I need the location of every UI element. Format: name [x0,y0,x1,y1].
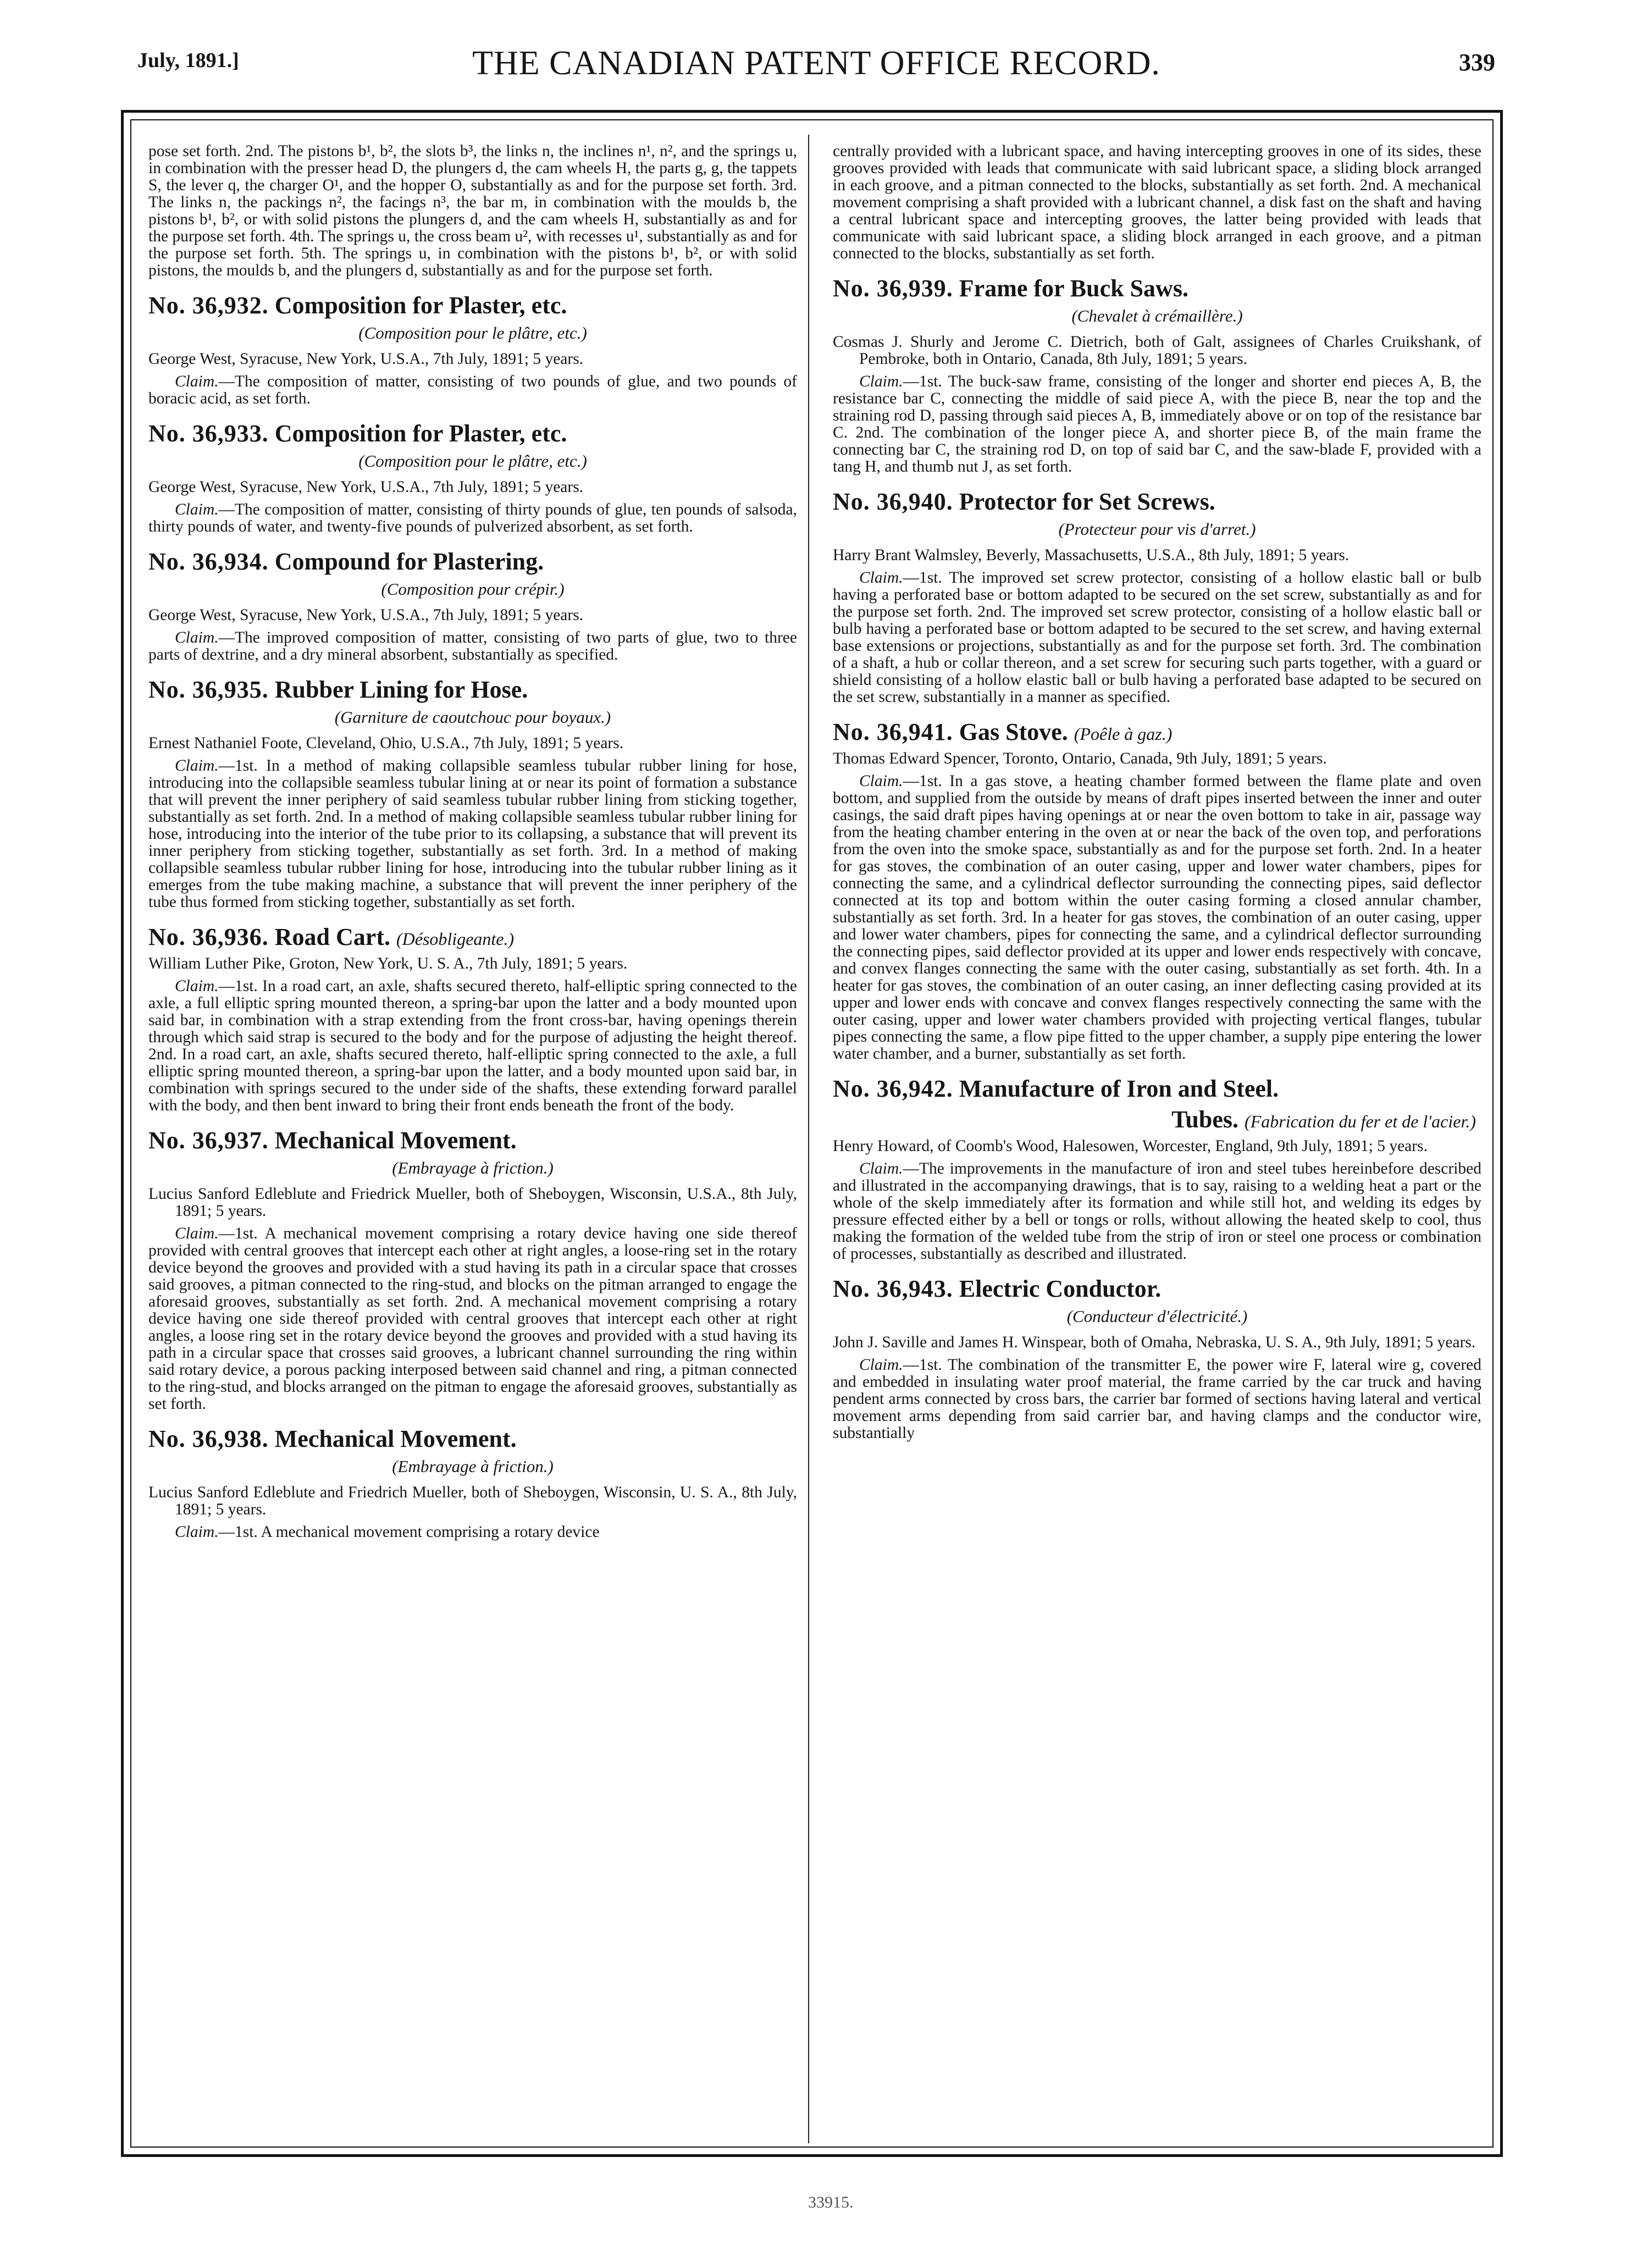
patent-heading [833,488,1481,516]
patent-claim [833,1357,1481,1442]
claim-text: —1st. The improved set screw protector, consisting of a hollow elastic ball or bulb having a perforated base or bottom adapted to be secured on the set screw, substantially as and for the purpose set forth. 2nd. The improved set screw protector, consisting of a hollow elastic ball or bulb having a perforated base or bottom adapted to be secured to the set screw, and having external base extensions or projections, substantially as and for the purpose set forth. 3rd. The combination of a shaft, a hub or collar thereon, and a set screw for securing such parts together, with a guard or shield consisting of a hollow elastic ball or bulb having a perforated base adapted to be secured on the set screw, substantially in a manner as specified. [833,569,1481,706]
patent-number: No. 36,932. [148,292,269,319]
claim-text: —1st. The buck-saw frame, consisting of the longer and shorter end pieces A, B, the resistance bar C, connecting the middle of said piece A, with the piece B, near the top and the straining rod D, passing through said pieces A, B, immediately above or on top of the resistance bar C. 2nd. The combination of the longer piece A, and shorter piece B, of the main frame the connecting bar C, the straining rod D, on top of said bar C, and the saw-blade F, provided with a tang H, and thumb nut J, as set forth. [833,373,1481,475]
patent-entry-36943 [833,1275,1481,1442]
continued-claim-text: pose set forth. 2nd. The pistons b¹, b², the slots b³, the links n, the inclines n¹, n², and the springs u, in combination with the presser head D, the plungers d, the cam wheels H, the parts g, g, the tappets S, the lever q, the charger O¹, and the hopper O, substantially as and for the purpose set forth. 3rd. The links n, the packings n², the facings n³, the bar m, in combination with the moulds b, the pistons b¹, b², or with solid pistons the plungers d, and the cam wheels H, substantially as and for the purpose set forth. 4th. The springs u, the cross beam u², with recesses u¹, substantially as and for the purpose set forth. 5th. The springs u, in combination with the pistons b¹, b², or with solid pistons, the moulds b, and the plungers d, substantially as and for the purpose set forth. [148,142,797,279]
patent-title: Road Cart. [274,923,390,950]
patent-heading [833,718,1481,748]
patent-inventor: Harry Brant Walmsley, Beverly, Massachusetts, U.S.A., 8th July, 1891; 5 years. [833,546,1350,564]
patent-entry-36937 [148,1126,797,1413]
patent-title-line2: Tubes. [1171,1106,1239,1133]
patent-heading [833,274,1481,303]
page-frame [121,110,1503,2157]
patent-inventor: George West, Syracuse, New York, U.S.A., 7th July, 1891; 5 years. [148,606,584,624]
claim-label: Claim. [859,1356,903,1374]
claim-text: —The improved composition of matter, consisting of two parts of glue, two to three parts of dextrine, and a dry mineral absorbent, substantially as specified. [148,629,797,663]
patent-heading-continued [833,1105,1481,1136]
patent-number: No. 36,941. [833,718,953,745]
patent-number: No. 36,940. [833,488,953,515]
patent-inventor: Henry Howard, of Coomb's Wood, Halesowen, Worcester, England, 9th July, 1891; 5 years. [833,1137,1428,1155]
claim-text: —1st. In a method of making collapsible seamless tubular rubber lining for hose, introducing into the collapsible seamless tubular lining at or near its point of formation a substance that will prevent the inner periphery of said seamless tubular rubber lining from sticking together, substantially as set forth. 2nd. In a method of making collapsible seamless tubular rubber lining for hose, introducing into the interior of the tube prior to its collapsing, a substance that will prevent its inner periphery from sticking together, substantially as set forth. 3rd. In a method of making collapsible seamless tubular rubber lining for hose, introducing into the tubular rubber lining as it emerges from the tube making machine, a substance that will prevent the inner periphery of the tube thus formed from sticking together, substantially as set forth. [148,757,797,911]
patent-entry-36939 [833,274,1481,475]
issue-date: July, 1891.] [137,49,239,72]
patent-french-title: (Protecteur pour vis d'arret.) [1058,519,1256,539]
claim-label: Claim. [859,772,903,790]
patent-title: Rubber Lining for Hose. [274,676,528,703]
patent-entry-36935 [148,676,797,911]
patent-heading [148,419,797,448]
continued-claim-text: centrally provided with a lubricant space, and having intercepting grooves in one of its sides, these grooves provided with leads that communicate with said lubricant space, a sliding block arranged in each groove, and a pitman connected to the blocks, substantially as set forth. 2nd. A mechanical movement comprising a shaft provided with a lubricant channel, a disk fast on the shaft and having a central lubricant space and intercepting grooves, the latter being provided with leads that communicate with said lubricant space, a sliding block arranged in each groove, and a pitman connected to the blocks, substantially as set forth. [833,142,1481,262]
patent-french-title: (Garniture de caoutchouc pour boyaux.) [334,707,611,727]
claim-text: —1st. In a gas stove, a heating chamber formed between the flame plate and oven bottom, and supplied from the outside by means of draft pipes inserted between the inner and outer casings, the said draft pipes having openings at or near the oven bottom to take in air, passage way from the heating chamber entering in the oven at or near the back of the oven top, and perforations from the oven into the smoke space, substantially as and for the purpose set forth. 2nd. In a heater for gas stoves, the combination of an outer casing, upper and lower water chambers, pipes for connecting the same, and a cylindrical deflector surrounding the connecting pipes, said deflector connected at its top and bottom within the outer casing forming a closed annular chamber, substantially as set forth. 3rd. In a heater for gas stoves, the combination of an outer casing, upper and lower water chambers, pipes for connecting the same, and a cylindrical deflector surrounding the connecting pipes, said deflector provided at its upper and lower ends respectively with concave, and convex flanges connecting the same with the outer casing, substantially as set forth. 4th. In a heater for gas stoves, the combination of an outer casing, an inner deflecting casing provided at its upper and lower ends with concave and convex flanges respectively connecting the same with the outer casing, upper and lower water chambers provided with projecting vertical flanges, tubular pipes connecting the same, a flow pipe fitted to the upper chamber, a supply pipe entering the lower water chamber, and a burner, substantially as set forth. [833,772,1481,1063]
patent-title: Protector for Set Screws. [959,488,1215,515]
patent-claim [148,373,797,407]
patent-number: No. 36,935. [148,676,269,703]
patent-number: No. 36,942. [833,1075,953,1102]
patent-french-title: (Composition pour le plâtre, etc.) [358,451,587,471]
patent-entry-36940 [833,488,1481,706]
patent-title: Electric Conductor. [959,1275,1162,1302]
patent-french-title: (Chevalet à crémaillère.) [1071,306,1243,325]
patent-heading [148,547,797,576]
patent-claim [148,629,797,663]
patent-entry-36936 [148,923,797,1114]
claim-text: —The composition of matter, consisting of thirty pounds of glue, ten pounds of salsoda, thirty pounds of water, and twenty-five pounds of pulverized absorbent, as set forth. [148,501,797,535]
patent-entry-36933 [148,419,797,535]
patent-title: Mechanical Movement. [274,1127,517,1154]
patent-claim [833,1160,1481,1263]
patent-inventor: Thomas Edward Spencer, Toronto, Ontario, Canada, 9th July, 1891; 5 years. [833,750,1327,767]
patent-title: Mechanical Movement. [274,1425,517,1452]
patent-claim [148,978,797,1114]
claim-label: Claim. [175,373,219,390]
claim-label: Claim. [175,757,219,775]
patent-number: No. 36,934. [148,548,269,575]
right-column [833,143,1481,1447]
patent-title: Frame for Buck Saws. [959,275,1188,302]
patent-title: Gas Stove. [959,718,1068,745]
patent-inventor: Lucius Sanford Edleblute and Friedrich Mueller, both of Sheboygen, Wisconsin, U. S. A., 8th July, 1891; 5 years. [148,1484,797,1518]
patent-inventor: Cosmas J. Shurly and Jerome C. Dietrich, both of Galt, assignees of Charles Cruikshank, of Pembroke, both in Ontario, Canada, 8th July, 1891; 5 years. [833,333,1481,368]
patent-heading [148,1126,797,1155]
patent-french-title: (Poêle à gaz.) [1074,724,1173,744]
patent-inventor: Lucius Sanford Edleblute and Friedrick Mueller, both of Sheboygen, Wisconsin, U.S.A., 8th July, 1891; 5 years. [148,1185,797,1220]
patent-claim [148,501,797,535]
claim-text: —1st. In a road cart, an axle, shafts secured thereto, half-elliptic spring connected to the axle, a full elliptic spring mounted thereon, a spring-bar upon the latter and a body mounted upon said bar, in combination with a strap extending from the front cross-bar, having openings therein through which said strap is secured to the body and for the purpose of adjusting the height thereof. 2nd. In a road cart, an axle, shafts secured thereto, half-elliptic spring connected to the axle, a full elliptic spring mounted thereon, a spring-bar upon the latter, and a body mounted upon said bar, in combination with springs secured to the under side of the shafts, these extending forward parallel with the body, and then bent inward to bring their front ends beneath the front of the body. [148,977,797,1114]
claim-label: Claim. [175,501,219,518]
patent-entry-36941 [833,718,1481,1063]
claim-label: Claim. [175,629,219,646]
patent-claim [833,773,1481,1063]
patent-french-title: (Embrayage à friction.) [392,1457,554,1476]
patent-number: No. 36,943. [833,1275,953,1302]
patent-inventor: George West, Syracuse, New York, U.S.A., 7th July, 1891; 5 years. [148,478,584,496]
column-divider [808,135,809,2143]
patent-inventor: William Luther Pike, Groton, New York, U. S. A., 7th July, 1891; 5 years. [148,955,628,972]
patent-heading [148,676,797,704]
claim-label: Claim. [859,1160,903,1177]
patent-entry-36934 [148,547,797,663]
patent-claim [148,1225,797,1413]
patent-heading [148,1425,797,1453]
patent-french-title: (Composition pour crépir.) [381,579,565,599]
patent-french-title: (Composition pour le plâtre, etc.) [358,323,587,342]
claim-label: Claim. [175,1523,219,1541]
patent-inventor: John J. Saville and James H. Winspear, both of Omaha, Nebraska, U. S. A., 9th July, 1891; 5 years. [833,1334,1476,1351]
patent-inventor: George West, Syracuse, New York, U.S.A., 7th July, 1891; 5 years. [148,350,584,368]
patent-heading [833,1075,1481,1103]
page-number: 339 [1459,49,1495,76]
patent-heading [148,291,797,320]
patent-number: No. 36,938. [148,1425,269,1452]
publication-title: THE CANADIAN PATENT OFFICE RECORD. [472,45,1160,82]
claim-text: —1st. A mechanical movement comprising a rotary device [218,1523,600,1541]
claim-text: —1st. The combination of the transmitter E, the power wire F, lateral wire g, covered and embedded in insulating water proof material, the frame carried by the car truck and having pendent arms connected by cross bars, the carrier bar formed of sections having lateral and vertical movement arms depending from said carrier bar, and having clamps and the conductor wire, substantially [833,1356,1481,1442]
footer-mark: 33915. [808,2193,854,2211]
patent-number: No. 36,933. [148,420,269,447]
patent-title: Composition for Plaster, etc. [274,292,567,319]
patent-heading [148,923,797,953]
patent-heading [833,1275,1481,1303]
patent-number: No. 36,939. [833,275,953,302]
patent-inventor: Ernest Nathaniel Foote, Cleveland, Ohio, U.S.A., 7th July, 1891; 5 years. [148,734,624,752]
patent-french-title: (Embrayage à friction.) [392,1158,554,1177]
page-header [137,44,1495,93]
claim-label: Claim. [175,1225,219,1242]
claim-text: —The improvements in the manufacture of iron and steel tubes hereinbefore described and illustrated in the accompanying drawings, that is to say, raising to a welding heat a part or the whole of the skelp immediately after its formation and while still hot, and welding its edges by pressure effected either by a bell or tongs or rolls, without allowing the heated skelp to cool, thus making the formation of the welded tube from the strip of iron or steel one process or combination of processes, substantially as described and illustrated. [833,1160,1481,1263]
patent-number: No. 36,937. [148,1127,269,1154]
patent-entry-36942 [833,1075,1481,1263]
patent-title: Manufacture of Iron and Steel. [959,1075,1279,1102]
patent-french-title: (Désobligeante.) [396,929,515,949]
patent-french-title: (Fabrication du fer et de l'acier.) [1245,1111,1476,1131]
patent-title: Composition for Plaster, etc. [274,420,567,447]
patent-title: Compound for Plastering. [274,548,544,575]
claim-label: Claim. [175,977,219,995]
patent-claim [833,569,1481,706]
patent-entry-36938 [148,1425,797,1541]
patent-entry-36932 [148,291,797,407]
left-column [148,143,797,1546]
patent-claim [148,757,797,911]
claim-label: Claim. [859,569,903,587]
claim-label: Claim. [859,373,903,390]
claim-text: —1st. A mechanical movement comprising a rotary device having one side thereof provided with central grooves that intercept each other at right angles, a loose-ring set in the rotary device beyond the grooves and provided with a stud having its path in a circular space that crosses said grooves, a pitman connected to the ring-stud, and blocks on the pitman arranged to engage the aforesaid grooves, substantially as set forth. 2nd. A mechanical movement comprising a rotary device having one side thereof provided with central grooves that intercept each other at right angles, a loose ring set in the rotary device beyond the grooves and provided with a stud having its path in a circular space that crosses said grooves, a lubricant channel surrounding the ring within said rotary device, a porous packing interposed between said channel and ring, a pitman connected to the ring-stud, and blocks arranged on the pitman to engage the aforesaid grooves, substantially as set forth. [148,1225,797,1413]
patent-claim [148,1524,797,1541]
patent-number: No. 36,936. [148,923,269,950]
patent-french-title: (Conducteur d'électricité.) [1066,1307,1248,1326]
patent-claim [833,373,1481,475]
claim-text: —The composition of matter, consisting of two pounds of glue, and two pounds of boracic acid, as set forth. [148,373,797,407]
